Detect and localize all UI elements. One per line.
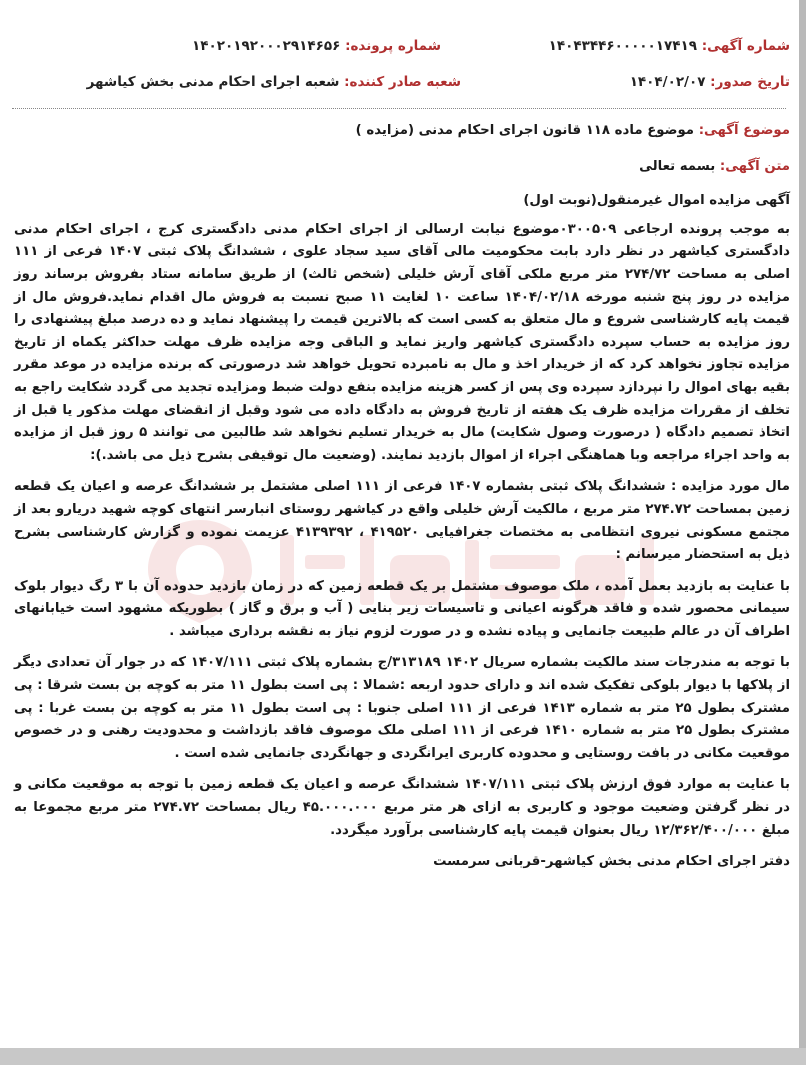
paragraph-valuation: با عنایت به موارد فوق ارزش پلاک ثبتی ۱۴۰۷/۱۱۱ ششدانگ عرصه و اعیان یک قطعه زمین با توجه به موقعیت مکانی و در نظر گرفتن وضعیت موجود و کاربری به ازای هر متر مربع ۴۵.۰۰۰.۰۰۰ ریال بمساحت ۲۷۴.۷۲ متر مربع مجموعا به مبلغ ۱۲/۳۶۲/۴۰۰/۰۰۰ ریال بعنوان قیمت پایه کارشناسی برآورد میگردد. — [14, 777, 791, 838]
page-bottom-edge — [0, 1048, 806, 1065]
issuer-label: شعبه صادر کننده: — [344, 74, 461, 90]
subject-value: موضوع ماده ۱۱۸ قانون اجرای احکام مدنی (مزایده ) — [355, 123, 695, 138]
text-section-value: بسمه تعالی — [639, 158, 716, 174]
ad-body — [14, 118, 790, 874]
file-number — [192, 38, 441, 54]
issue-date-value: ۱۴۰۴/۰۲/۰۷ — [629, 74, 706, 90]
issue-date-label: تاریخ صدور: — [710, 74, 790, 90]
ad-number-label: شماره آگهی: — [701, 38, 790, 54]
issuer — [87, 74, 461, 90]
ad-number — [549, 38, 790, 54]
ad-heading: آگهی مزایده اموال غیرمنقول(نوبت اول) — [523, 193, 790, 209]
paragraph-intro: به موجب پرونده ارجاعی ۰۳۰۰۵۰۹موضوع نیابت ارسالی از اجرای احکام مدنی دادگستری کرج ، اجرای احکام مدنی دادگستری کیاشهر در نظر دارد بابت محکومیت مالی آقای سید سجاد علوی ، ششدانگ پلاک ثبتی ۱۴۰۷ فرعی از ۱۱۱ اصلی به مساحت ۲۷۴/۷۲ متر مربع ملکی آقای آرش خلیلی (شخص ثالث) از طریق سامانه ستاد بفروش برساند روز مزایده در روز پنج شنبه مورخه ۱۴۰۴/۰۲/۱۸ ساعت ۱۰ لغایت ۱۱ صبح نسبت به فروش مال اقدام نماید.فروش مال از قیمت پایه کارشناسی شروع و مال متعلق به کسی است که بالاترین قیمت را پیشنهاد نماید و ده درصد مبلغ پیشنهادی را روز مزایده به حساب سپرده دادگستری کیاشهر واریز نماید و الباقی وجه مزایده ظرف مهلت حداکثر یکماه از تاریخ مزایده تجاوز نخواهد کرد که از خریدار اخذ و مال به نامبرده تحویل خواهد شد درصورتی که برنده مزایده در موعد مقرر بقیه بهای اموال را نپردازد سپرده وی پس از کسر هزینه مزایده بنفع دولت ضبط ومزایده تجدید می گردد شکایت راجع به تخلف از مقررات مزایده ظرف یک هفته از تاریخ فروش به دادگاه داده می شود وقبل از انقضای مهلت مذکور یا قبل از اتخاذ تصمیم دادگاه ( درصورت وصول شکایت) مال به خریدار تسلیم نخواهد شد طالبین می توانند ۵ روز قبل از مزایده به واحد اجراء مراجعه وبا هماهنگی اجراء از اموال بازدید نمایند. (وضعیت مال توقیفی بشرح ذیل می باشد.): — [14, 221, 790, 463]
ad-number-value: ۱۴۰۴۳۴۴۶۰۰۰۰۰۱۷۴۱۹ — [548, 38, 697, 54]
issue-date — [630, 74, 790, 90]
text-section-row — [14, 156, 790, 179]
subject-row — [14, 120, 790, 143]
header-divider — [12, 108, 786, 109]
file-number-label: شماره پرونده: — [345, 38, 441, 54]
paragraph-deed: با توجه به مندرجات سند مالکیت بشماره سریال ۱۴۰۲ ۳۱۳۱۸۹/ج بشماره پلاک ثبتی ۱۴۰۷/۱۱۱ که در جوار آن تعدادی دیگر از پلاکها با دیوار بلوکی تفکیک شده اند و دارای حدود اربعه :شمالا : پی است بطول ۱۱ متر به کوچه بن بست شرقا : پی مشترک بطول ۲۵ متر به شماره ۱۴۱۳ فرعی از ۱۱۱ اصلی جنوبا : پی است بطول ۱۱ متر به کوچه بن بست غربا : پی مشترک بطول ۲۵ متر به شماره ۱۴۱۰ فرعی از ۱۱۱ اصلی ملک موصوف فاقد بازداشت و محدودیت رهنی و در خصوص موقعیت مکانی در بافت روستایی و محدوده کاربری ایرانگردی و جهانگردی جانمایی شده است . — [14, 655, 791, 761]
paragraph-inspection: با عنایت به بازدید بعمل آمده ، ملک موصوف مشتمل بر یک قطعه زمین که در زمان بازدید حدوده آن با ۳ رگ دیوار بلوک سیمانی محصور شده و فاقد هرگونه اعیانی و تاسیسات زیر بنایی ( آب و برق و گاز ) بطوریکه مشهود است خیابانهای اطراف آن در عالم طبیعت جانمایی و پیاده نشده و در صورت لزوم نیاز به نقشه برداری میباشد . — [14, 578, 790, 639]
paragraph-property: مال مورد مزایده : ششدانگ پلاک ثبتی بشماره ۱۴۰۷ فرعی از ۱۱۱ اصلی مشتمل بر ششدانگ عرصه و اعیان یک قطعه زمین بمساحت ۲۷۴.۷۲ متر مربع ، مالکیت آرش خلیلی واقع در کیاشهر روستای انبارسر انتهای کوچه شهید دریارو بعد از مجتمع مسکونی نیروی انتظامی به مختصات جغرافیایی ۴۱۹۵۲۰ ، ۴۱۳۹۳۹۲ عزیمت نموده و گزارش کارشناسی بشرح ذیل به استحضار میرسانم : — [14, 479, 791, 563]
issuer-value: شعبه اجرای احکام مدنی بخش کیاشهر — [86, 74, 340, 90]
paragraph-signature: دفتر اجرای احکام مدنی بخش کیاشهر-قربانی سرمست — [433, 854, 790, 870]
subject-label: موضوع آگهی: — [698, 123, 790, 138]
file-number-value: ۱۴۰۲۰۱۹۲۰۰۰۲۹۱۴۶۵۶ — [192, 38, 341, 54]
text-section-label: متن آگهی: — [719, 158, 790, 174]
page-right-edge — [799, 0, 806, 1048]
